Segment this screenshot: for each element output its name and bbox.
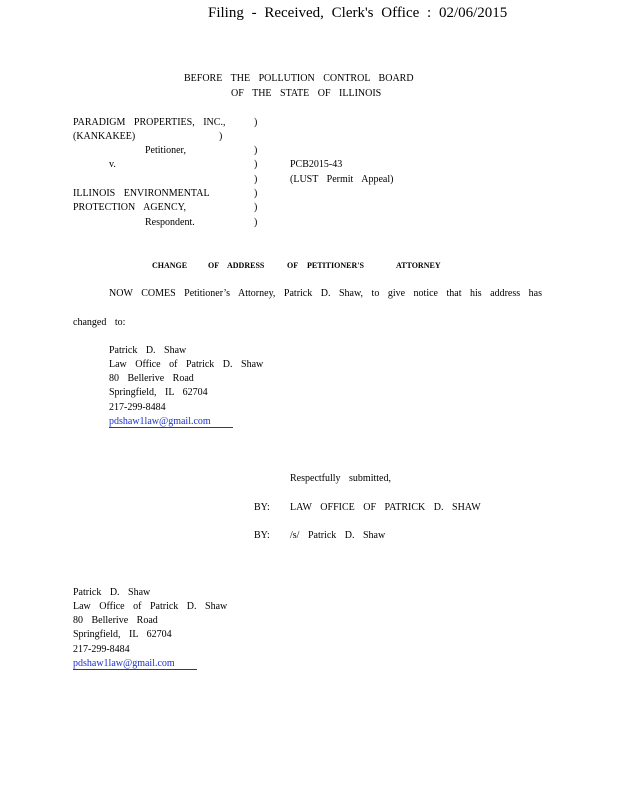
notice-heading-word: ATTORNEY xyxy=(396,261,441,270)
address-email-link[interactable]: pdshaw1law@gmail.com xyxy=(109,417,233,428)
caption-paren: ) xyxy=(254,217,258,228)
respondent-name-line-2: PROTECTION AGENCY, xyxy=(73,202,187,213)
petitioner-role: Petitioner, xyxy=(145,145,186,156)
case-type: (LUST Permit Appeal) xyxy=(290,174,394,185)
caption-paren: ) xyxy=(219,131,223,142)
court-title-line-1: BEFORE THE POLLUTION CONTROL BOARD xyxy=(184,73,414,84)
court-title-line-2: OF THE STATE OF ILLINOIS xyxy=(231,88,382,99)
signature-firm: LAW OFFICE OF PATRICK D. SHAW xyxy=(290,502,481,513)
footer-phone: 217-299-8484 xyxy=(73,644,130,655)
petitioner-name-line-1: PARADIGM PROPERTIES, INC., xyxy=(73,117,226,128)
footer-city: Springfield, IL 62704 xyxy=(73,629,172,640)
notice-heading-word: ADDRESS xyxy=(227,261,265,270)
address-street: 80 Bellerive Road xyxy=(109,373,194,384)
footer-street: 80 Bellerive Road xyxy=(73,615,158,626)
caption-paren: ) xyxy=(254,188,258,199)
footer-name: Patrick D. Shaw xyxy=(73,587,151,598)
notice-heading-word: CHANGE xyxy=(152,261,188,270)
caption-paren: ) xyxy=(254,202,258,213)
notice-heading-word: OF xyxy=(208,261,220,270)
caption-paren: ) xyxy=(254,117,258,128)
address-office: Law Office of Patrick D. Shaw xyxy=(109,359,264,370)
respondent-role: Respondent. xyxy=(145,217,195,228)
address-phone: 217-299-8484 xyxy=(109,402,166,413)
filing-stamp: Filing - Received, Clerk's Office : 02/06/2015 xyxy=(208,5,508,21)
notice-heading-word: PETITIONER'S xyxy=(307,261,364,270)
by-label: BY: xyxy=(254,530,270,541)
notice-body-line-2: changed to: xyxy=(73,317,126,328)
petitioner-name-line-2: (KANKAKEE) xyxy=(73,131,136,142)
notice-body-line-1: NOW COMES Petitioner’s Attorney, Patrick D. Shaw, to give notice that his address has xyxy=(109,288,542,299)
caption-paren: ) xyxy=(254,145,258,156)
caption-paren: ) xyxy=(254,159,258,170)
notice-heading-word: OF xyxy=(287,261,299,270)
address-name: Patrick D. Shaw xyxy=(109,345,187,356)
versus: v. xyxy=(109,159,116,170)
footer-email-link[interactable]: pdshaw1law@gmail.com xyxy=(73,659,197,670)
by-label: BY: xyxy=(254,502,270,513)
respondent-name-line-1: ILLINOIS ENVIRONMENTAL xyxy=(73,188,210,199)
caption-paren: ) xyxy=(254,174,258,185)
signature-signed: /s/ Patrick D. Shaw xyxy=(290,530,386,541)
closing-text: Respectfully submitted, xyxy=(290,473,391,484)
footer-office: Law Office of Patrick D. Shaw xyxy=(73,601,228,612)
address-city: Springfield, IL 62704 xyxy=(109,387,208,398)
case-number: PCB2015-43 xyxy=(290,159,343,170)
